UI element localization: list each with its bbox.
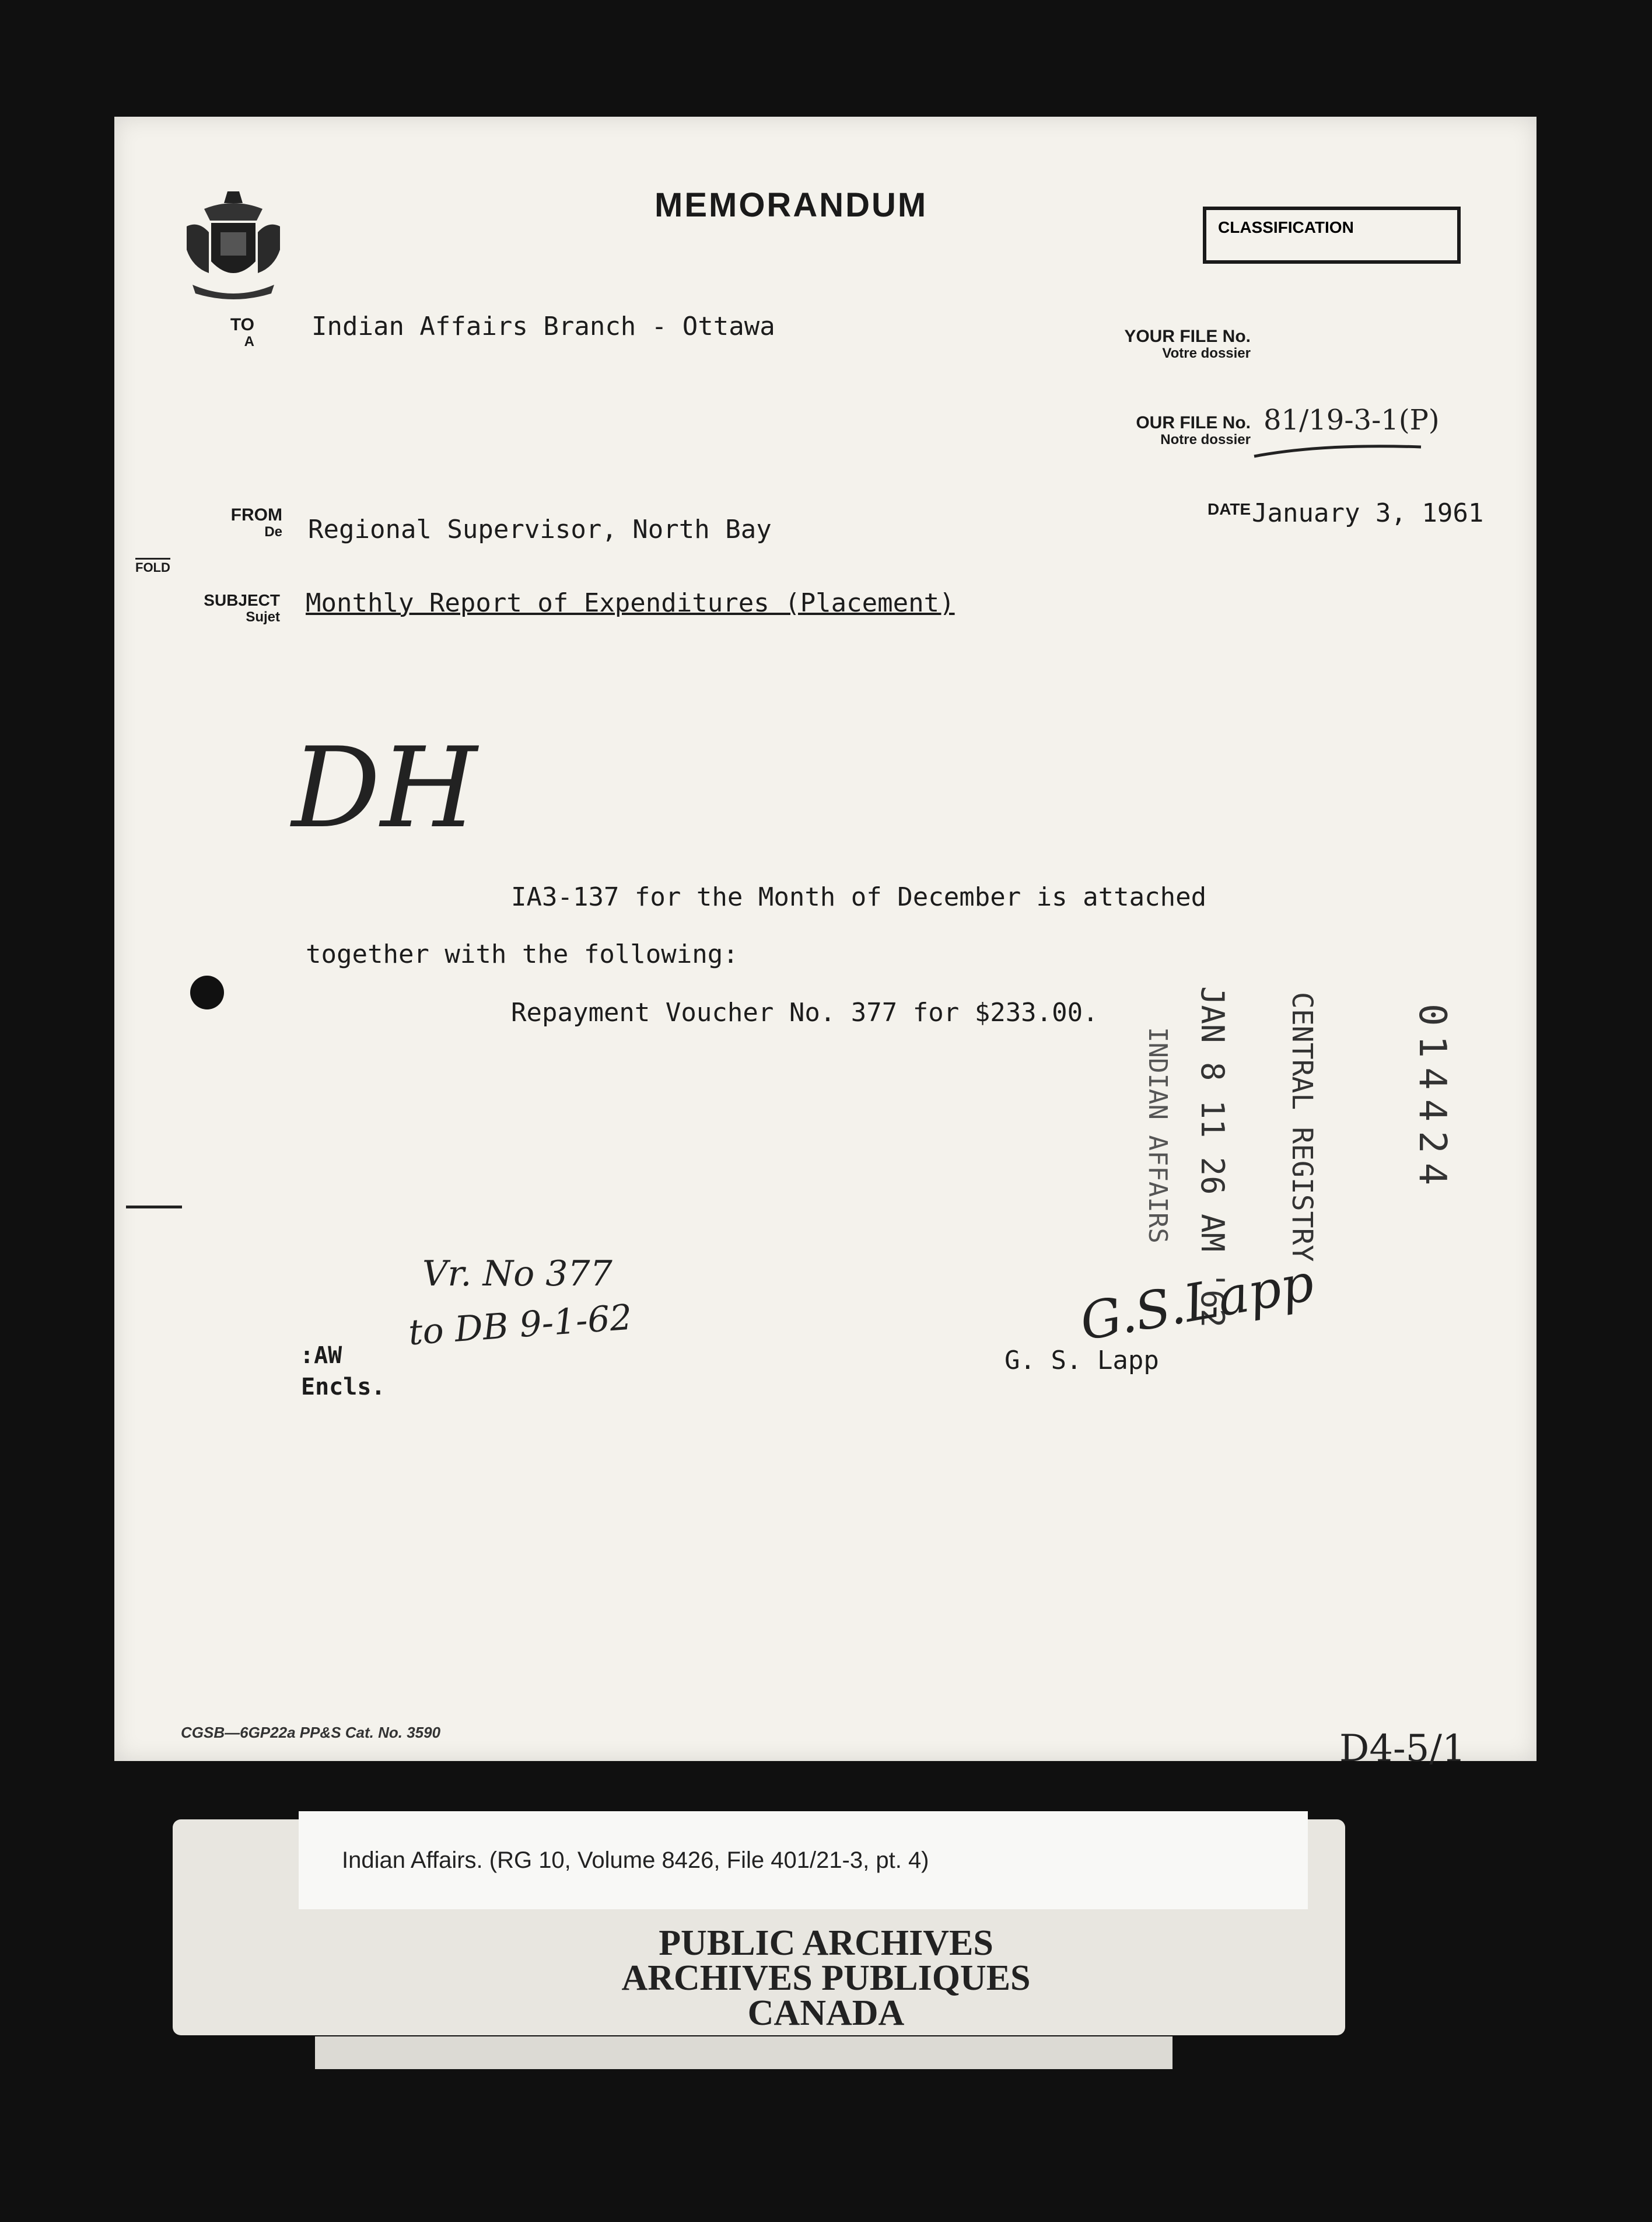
our-file-value: 81/19-3-1(P): [1264, 404, 1440, 436]
punch-hole: [190, 976, 224, 1009]
coat-of-arms-icon: [175, 186, 292, 308]
margin-mark: [126, 1206, 182, 1208]
archive-label-strip: [315, 2036, 1172, 2069]
body-line-3: Repayment Voucher No. 377 for $233.00.: [511, 998, 1098, 1028]
archive-line-2: ARCHIVES PUBLIQUES: [621, 1958, 1031, 1998]
typist-initials: :AW: [300, 1342, 342, 1369]
page-reference: D4-5/1: [1339, 1727, 1466, 1770]
our-file-underline: [1252, 439, 1427, 462]
our-file-label: OUR FILE No. Notre dossier: [1136, 413, 1251, 448]
classification-label: CLASSIFICATION: [1218, 218, 1354, 236]
enclosures-label: Encls.: [301, 1374, 386, 1400]
to-value: Indian Affairs Branch - Ottawa: [312, 312, 775, 341]
memo-title: MEMORANDUM: [654, 186, 928, 224]
registry-number-stamp: 014424: [1410, 1004, 1454, 1195]
your-file-label: YOUR FILE No. Votre dossier: [1124, 327, 1251, 361]
handwritten-initials: DH: [292, 724, 478, 853]
form-code: CGSB—6GP22a PP&S Cat. No. 3590: [181, 1724, 441, 1741]
archive-line-1: PUBLIC ARCHIVES: [659, 1923, 993, 1963]
handwritten-note-line-1: Vr. No 377: [422, 1253, 612, 1294]
signature: G.S.Lapp: [1076, 1252, 1318, 1353]
signatory-name: G. S. Lapp: [1005, 1346, 1159, 1375]
date-value: January 3, 1961: [1252, 498, 1484, 528]
subject-label: SUBJECT Sujet: [204, 591, 280, 625]
date-label: DATE: [1208, 500, 1251, 518]
indian-affairs-stamp: INDIAN AFFAIRS: [1143, 1027, 1172, 1243]
central-registry-stamp: CENTRAL REGISTRY: [1286, 992, 1318, 1262]
fold-label: FOLD: [135, 558, 170, 575]
archive-reference: Indian Affairs. (RG 10, Volume 8426, File 401/21-3, pt. 4): [342, 1847, 929, 1873]
from-value: Regional Supervisor, North Bay: [308, 515, 772, 544]
from-label: FROM De: [230, 505, 282, 540]
archive-line-3: CANADA: [747, 1993, 905, 2033]
body-line-1: IA3-137 for the Month of December is attached: [511, 882, 1207, 912]
classification-box: [1203, 207, 1461, 264]
handwritten-note-line-2: to DB 9-1-62: [407, 1297, 634, 1354]
memo-page: [114, 117, 1536, 1761]
received-date-stamp: JAN 8 11 26 AM '62: [1194, 986, 1231, 1328]
to-label: TO A: [230, 315, 254, 350]
body-line-2: together with the following:: [306, 939, 738, 969]
subject-value: Monthly Report of Expenditures (Placement): [306, 588, 955, 618]
